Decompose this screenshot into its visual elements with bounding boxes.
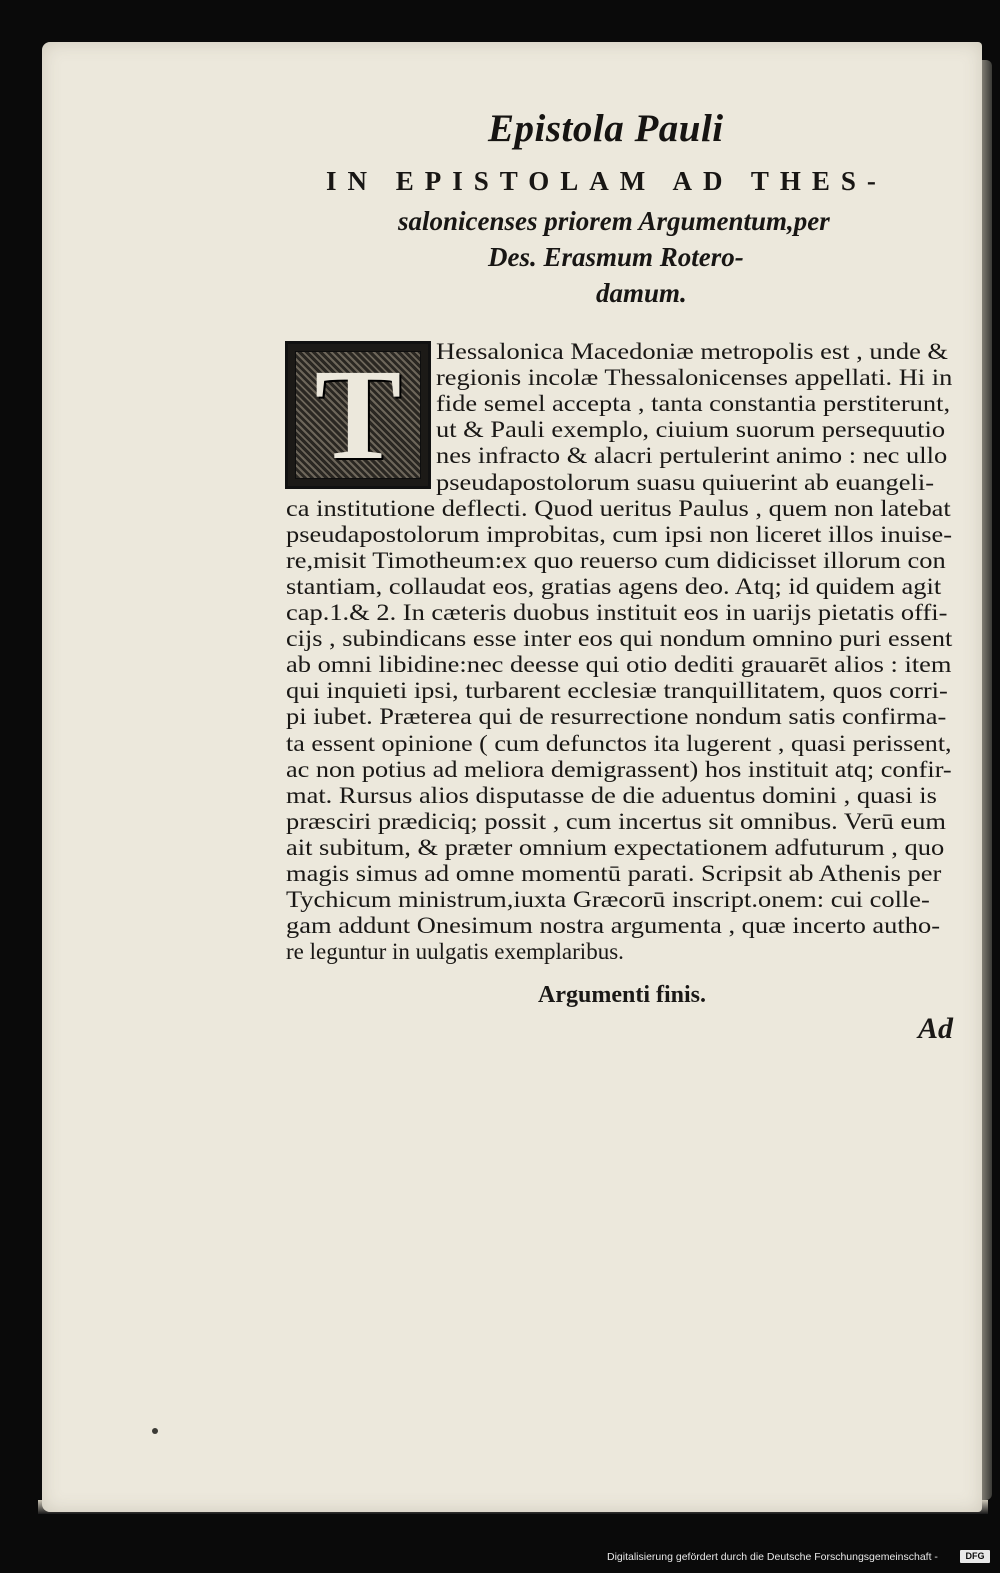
body-line: pseudapostolorum suasu quiuerint ab euangeli- xyxy=(436,469,935,495)
body-line: cap.1.& 2. In cæteris duobus instituit eos in uarijs pietatis offi- xyxy=(286,600,948,625)
body-line: ac non potius ad meliora demigrassent) hos instituit atq; confir- xyxy=(286,756,952,782)
body-line: mat. Rursus alios disputasse de die aduentus domini , quasi is xyxy=(286,782,937,808)
body-line: ab omni libidine:nec deesse qui otio dediti grauarēt alios : item xyxy=(286,652,952,678)
body-line: cijs , subindicans esse inter eos qui nondum omnino puri essent xyxy=(286,626,953,652)
body-line: re,misit Timotheum:ex quo reuerso cum didicisset illorum con xyxy=(286,547,946,573)
body-line: ta essent opinione ( cum defunctos ita lugerent , quasi perissent, xyxy=(286,730,952,756)
title-line-4: damum. xyxy=(596,278,687,308)
catchword: Ad xyxy=(918,1012,954,1045)
body-line: nes infracto & alacri pertulerint animo : nec ullo xyxy=(436,443,948,469)
body-line: re leguntur in uulgatis exemplaribus. xyxy=(286,939,624,965)
body-line: qui inquieti ipsi, turbarent ecclesiæ tranquillitatem, quos corri- xyxy=(286,678,948,704)
body-line: Tychicum ministrum,iuxta Græcorū inscript.onem: cui colle- xyxy=(286,887,930,913)
title-caps-line: IN EPISTOLAM AD THES- xyxy=(326,166,887,196)
digitization-credit: Digitalisierung gefördert durch die Deutsche Forschungsgemeinschaft - xyxy=(607,1551,938,1563)
body-line: stantiam, collaudat eos, gratias agens deo. Atq; id quidem agit xyxy=(286,573,942,599)
initial-letter: T xyxy=(314,343,402,487)
body-line: pi iubet. Præterea qui de resurrectione nondum satis confirma- xyxy=(286,704,947,730)
dfg-logo-badge: DFG xyxy=(960,1550,990,1563)
closing-line: Argumenti finis. xyxy=(538,982,706,1008)
body-line: ut & Pauli exemplo, ciuium suorum persequutio xyxy=(436,417,946,443)
body-line: pseudapostolorum improbitas, cum ipsi non liceret illos inuise- xyxy=(286,521,953,547)
body-line: regionis incolæ Thessalonicenses appellati. Hi in xyxy=(436,365,953,391)
body-line: magis simus ad omne momentū parati. Scripsit ab Athenis per xyxy=(286,861,942,886)
running-head: Epistola Pauli xyxy=(488,107,724,150)
body-line: gam addunt Onesimum nostra argumenta , quæ incerto autho- xyxy=(286,913,941,939)
body-line: ait subitum, & præter omnium expectationem adfuturum , quo xyxy=(286,834,945,860)
title-line-2: salonicenses priorem Argumentum,per xyxy=(398,206,830,236)
body-line: fide semel accepta , tanta constantia perstiterunt, xyxy=(436,391,951,417)
paper-speck xyxy=(152,1428,158,1434)
body-line: præsciri prædiciq; possit , cum incertus sit omnibus. Verū eum xyxy=(286,808,946,834)
title-line-3: Des. Erasmum Rotero- xyxy=(488,242,744,272)
decorated-initial xyxy=(285,341,431,489)
body-line: Hessalonica Macedoniæ metropolis est , unde & xyxy=(436,339,949,364)
body-line: ca institutione deflecti. Quod ueritus Paulus , quem non latebat xyxy=(286,495,951,521)
